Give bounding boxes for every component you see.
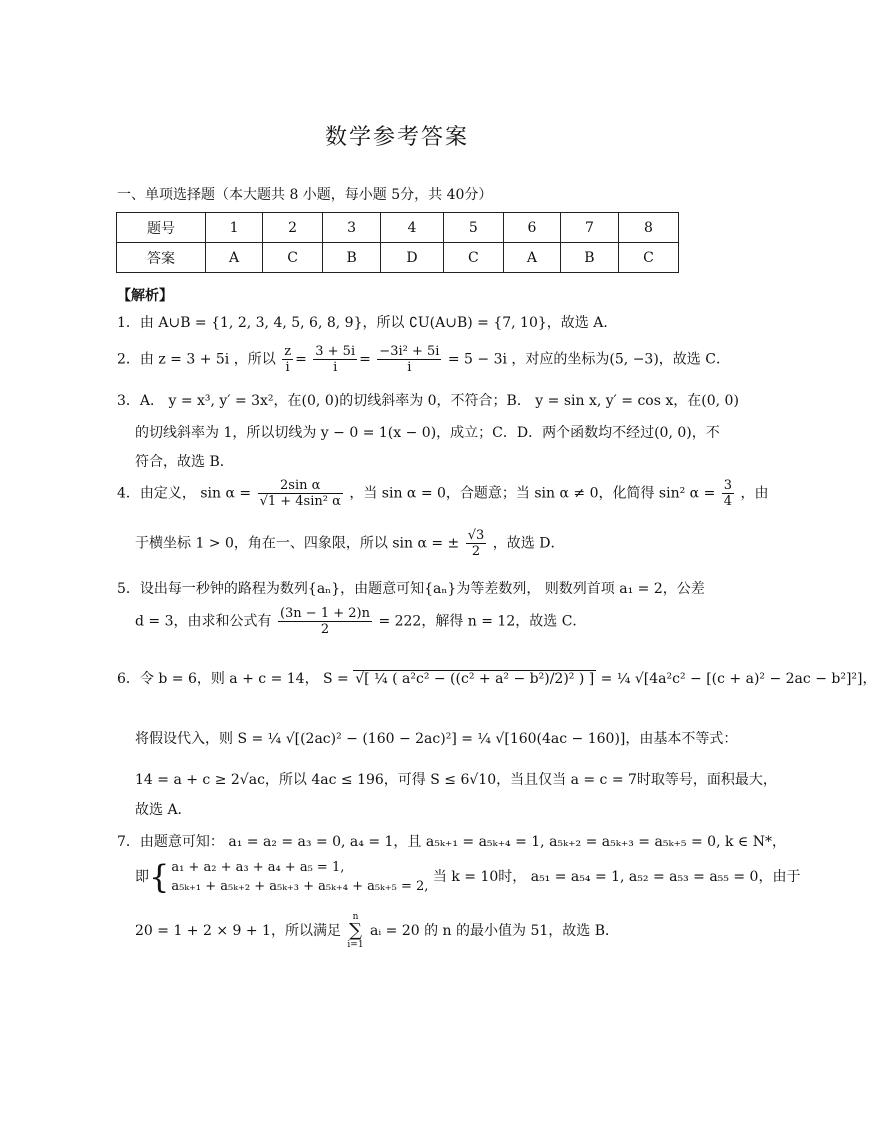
denominator: 2: [471, 544, 481, 559]
solution-6-line-3: 14 = a + c ≥ 2√ac，所以 4ac ≤ 196，可得 S ≤ 6√10，当且仅当 a = c = 7时取等号，面积最大，: [135, 772, 777, 788]
numerator: −3i² + 5i: [379, 344, 440, 359]
q7-sys-post: 当 k = 10时， a₅₁ = a₅₄ = 1, a₅₂ = a₅₃ = a₅₅ = 0，由于: [432, 869, 801, 885]
table-cell: D: [381, 243, 444, 273]
denominator: 4: [723, 494, 733, 509]
q4-line2-pre: 于横坐标 1 > 0，角在一、四象限，所以 sin α = ±: [135, 535, 460, 552]
fraction: [258, 478, 343, 509]
denominator: i: [285, 360, 290, 375]
table-cell: A: [503, 243, 560, 273]
solution-3-line-2: 的切线斜率为 1，所以切线为 y − 0 = 1(x − 0)，成立；C．D．两个函数均不经过(0, 0)，不: [135, 425, 720, 441]
solution-3-line-1: 3．A． y = x³, y′ = 3x²，在(0, 0)的切线斜率为 0，不符合；B． y = sin x, y′ = cos x，在(0, 0): [117, 393, 739, 409]
solution-7-line-1: 7．由题意可知： a₁ = a₂ = a₃ = 0, a₄ = 1，且 a₅ₖ₊₁ = a₅ₖ₊₄ = 1, a₅ₖ₊₂ = a₅ₖ₊₃ = a₅ₖ₊₅ = 0, k ∈ N*，: [117, 834, 786, 850]
denominator: √1 + 4sin² α: [259, 494, 341, 509]
numerator: (3n − 1 + 2)n: [279, 606, 370, 621]
solution-6-line-4: 故选 A．: [135, 802, 192, 818]
numerator: z: [284, 344, 292, 359]
q7-line3-pre: 20 = 1 + 2 × 9 + 1，所以满足: [135, 923, 341, 939]
equation: a₁ + a₂ + a₃ + a₄ + a₅ = 1,: [171, 860, 345, 875]
page-title: 数学参考答案: [324, 125, 469, 150]
fraction: [377, 344, 441, 375]
denominator: i: [407, 360, 412, 375]
equation-system: [171, 858, 428, 896]
denominator: i: [333, 360, 338, 375]
solution-1: 1．由 A∪B = {1, 2, 3, 4, 5, 6, 8, 9}，所以 ∁U(A∪B) = {7, 10}，故选 A．: [117, 315, 618, 331]
solution-2: 2．由 z = 3 + 5i ，所以 $\frac{z}{i}$ = $\frac{3 + 5i}{i}$ = $\frac{\text{−3i² + 5i}}{i}$ = 5 − 3i ，对应的坐标为(5, −3)，故选 C．: [117, 344, 730, 375]
solution-5-line-2: [135, 606, 586, 637]
table-cell: 6: [503, 213, 560, 243]
solution-4-line-1: [117, 478, 769, 509]
sum-upper: n: [352, 912, 359, 922]
table-cell: 5: [443, 213, 503, 243]
table-cell: 4: [381, 213, 444, 243]
table-cell: 7: [560, 213, 618, 243]
table-cell: 答案: [117, 243, 206, 273]
q5-line2-pre: d = 3，由求和公式有: [135, 613, 272, 630]
q6-line1-pre: 6．令 b = 6，则 a + c = 14， S =: [117, 671, 349, 687]
denominator: 2: [320, 622, 330, 637]
table-cell: C: [263, 243, 323, 273]
fraction: [722, 478, 734, 509]
table-cell: 3: [323, 213, 381, 243]
table-cell: 题号: [117, 213, 206, 243]
table-cell: C: [618, 243, 678, 273]
table-cell: 8: [618, 213, 678, 243]
table-cell: 2: [263, 213, 323, 243]
answer-table: [116, 212, 679, 273]
table-cell: A: [206, 243, 263, 273]
equation: a₅ₖ₊₁ + a₅ₖ₊₂ + a₅ₖ₊₃ + a₅ₖ₊₄ + a₅ₖ₊₅ = 2,: [171, 879, 429, 894]
solution-7-line-2: [135, 858, 800, 896]
numerator: 3: [723, 478, 733, 493]
table-row: [117, 243, 679, 273]
numerator: 2sin α: [258, 478, 343, 494]
table-row: [117, 213, 679, 243]
solution-5-line-1: 5．设出每一秒钟的路程为数列{aₙ}，由题意可知{aₙ}为等差数列， 则数列首项 a₁ = 2，公差: [117, 581, 705, 597]
q5-line2-post: = 222，解得 n = 12，故选 C．: [378, 613, 587, 630]
table-cell: B: [560, 243, 618, 273]
table-cell: 1: [206, 213, 263, 243]
brace-icon: {: [149, 858, 170, 896]
fraction: [282, 344, 293, 375]
solution-3-line-3: 符合，故选 B．: [135, 454, 234, 470]
section-heading: 一、单项选择题（本大题共 8 小题，每小题 5分，共 40分）: [117, 187, 493, 203]
sum-lower: i=1: [347, 940, 364, 950]
solution-7-line-3: [135, 912, 619, 950]
q7-line3-post: aᵢ = 20 的 n 的最小值为 51，故选 B．: [370, 923, 620, 939]
q6-radical: √[ ¼ ( a²c² − ((c² + a² − b²)/2)² ) ]: [355, 671, 595, 687]
table-cell: C: [443, 243, 503, 273]
q4-end: ，由: [740, 485, 769, 502]
summation-icon: n ∑ i=1: [347, 912, 364, 950]
numerator: √3: [467, 528, 485, 543]
fraction: [466, 528, 487, 559]
q2-post: = 5 − 3i ，对应的坐标为(5, −3)，故选 C．: [447, 351, 730, 368]
table-cell: B: [323, 243, 381, 273]
numerator: 3 + 5i: [315, 344, 356, 359]
solution-6-line-1: [117, 668, 877, 688]
fraction: [278, 606, 372, 637]
q4-line2-post: ，故选 D．: [492, 535, 565, 552]
q4-mid: ，当 sin α = 0，合题意；当 sin α ≠ 0，化简得 sin² α =: [349, 485, 716, 502]
q4-pre: 4．由定义， sin α =: [117, 485, 252, 502]
q6-line1-post: = ¼ √[4a²c² − [(c + a)² − 2ac − b²]²]，: [600, 671, 877, 687]
solution-6-line-2: 将假设代入，则 S = ¼ √[(2ac)² − (160 − 2ac)²] = ¼ √[160(4ac − 160)]，由基本不等式：: [135, 731, 738, 747]
q7-sys-pre: 即: [135, 869, 149, 885]
q2-pre: 2．由 z = 3 + 5i ，所以: [117, 351, 276, 368]
solution-4-line-2: [135, 528, 564, 559]
analysis-heading: 【解析】: [117, 288, 173, 304]
fraction: [313, 344, 357, 375]
